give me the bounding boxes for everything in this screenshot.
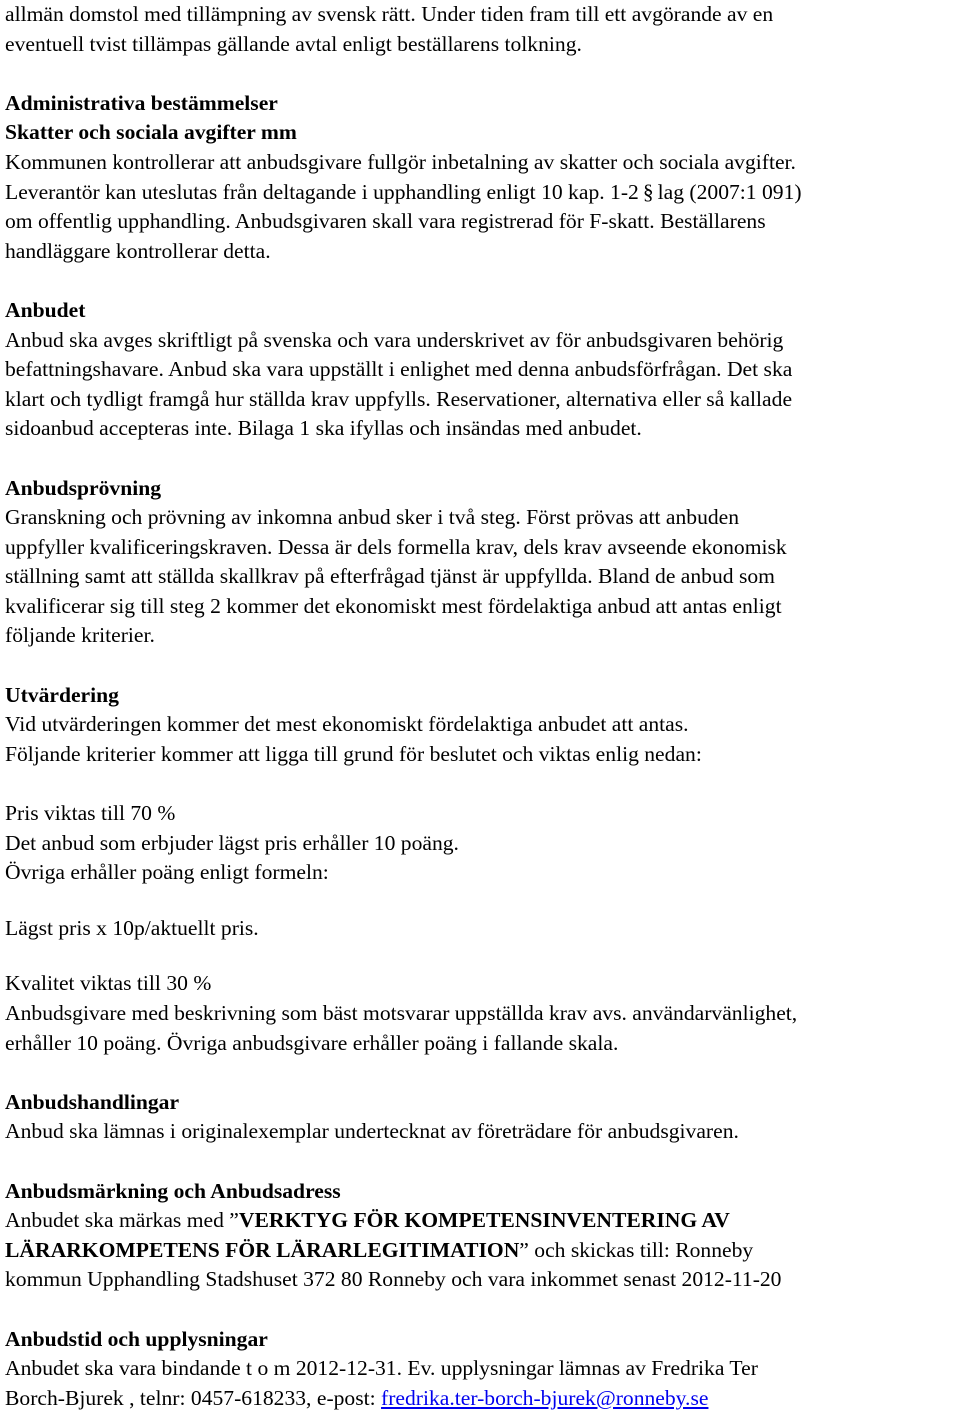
spacer [5, 444, 957, 474]
markning-line-1-bold: VERKTYG FÖR KOMPETENSINVENTERING AV [238, 1208, 730, 1233]
spacer [5, 266, 957, 296]
markning-line-2-suffix: ” och skickas till: Ronneby [519, 1237, 754, 1262]
spacer [5, 888, 957, 914]
anbudet-line-1: Anbud ska avges skriftligt på svenska och vara underskrivet av för anbudsgivaren behörig [5, 327, 784, 352]
provning-heading: Anbudsprövning [5, 475, 162, 500]
spacer [5, 651, 957, 681]
admin-line-2-text: Leverantör kan uteslutas från deltagande i upphandling enligt 10 kap. 1-2 [5, 179, 639, 204]
spacer [5, 1058, 957, 1088]
anbudstid-heading: Anbudstid och upplysningar [5, 1326, 268, 1351]
kvalitet-line-2: erhåller 10 poäng. Övriga anbudsgivare erhåller poäng i fallande skala. [5, 1030, 619, 1055]
admin-heading: Administrativa bestämmelser [5, 90, 278, 115]
provning-line-5: följande kriterier. [5, 623, 155, 648]
admin-line-2-rest: lag (2007:1 091) [657, 179, 802, 204]
markning-line-1-prefix: Anbudet ska märkas med ” [5, 1208, 239, 1233]
anbudet-heading: Anbudet [5, 297, 86, 322]
provning-line-2: uppfyller kvalificeringskraven. Dessa är dels formella krav, dels krav avseende ekonomisk [5, 534, 787, 559]
spacer [5, 769, 957, 799]
intro-line-2: eventuell tvist tillämpas gällande avtal enligt beställarens tolkning. [5, 31, 582, 56]
anbudet-line-4: sidoanbud accepteras inte. Bilaga 1 ska ifyllas och insändas med anbudet. [5, 416, 642, 441]
kvalitet-heading: Kvalitet viktas till 30 % [5, 971, 212, 996]
admin-line-1: Kommunen kontrollerar att anbudsgivare fullgör inbetalning av skatter och sociala avgifter. [5, 149, 796, 174]
paragraph-sign-icon: § [642, 179, 654, 204]
spacer [5, 59, 957, 89]
admin-subheading: Skatter och sociala avgifter mm [5, 120, 297, 145]
utvardering-line-2: Följande kriterier kommer att ligga till grund för beslutet och viktas enlig nedan: [5, 741, 702, 766]
markning-line-1 [5, 1206, 957, 1236]
provning-line-3: ställning samt att ställda skallkrav på efterfrågad tjänst är uppfyllda. Bland de anbud som [5, 564, 775, 589]
spacer [5, 1147, 957, 1177]
admin-line-3: om offentlig upphandling. Anbudsgivaren skall vara registrerad för F-skatt. Beställarens [5, 209, 766, 234]
pris-line-1: Det anbud som erbjuder lägst pris erhåller 10 poäng. [5, 830, 459, 855]
spacer [5, 943, 957, 969]
spacer [5, 1295, 957, 1325]
utvardering-line-1: Vid utvärderingen kommer det mest ekonomiskt fördelaktiga anbudet att antas. [5, 712, 689, 737]
anbudet-line-3: klart och tydligt framgå hur ställda krav uppfylls. Reservationer, alternativa eller så kallade [5, 386, 793, 411]
document-page [5, 0, 957, 1413]
pris-line-2: Övriga erhåller poäng enligt formeln: [5, 860, 329, 885]
anbudstid-line-2-prefix: Borch-Bjurek , telnr: 0457-618233, e-post: [5, 1385, 382, 1410]
markning-line-3: kommun Upphandling Stadshuset 372 80 Ronneby och vara inkommet senast 2012-11-20 [5, 1267, 782, 1292]
markning-heading: Anbudsmärkning och Anbudsadress [5, 1178, 341, 1203]
utvardering-heading: Utvärdering [5, 682, 119, 707]
markning-line-2 [5, 1236, 957, 1266]
handlingar-heading: Anbudshandlingar [5, 1089, 180, 1114]
anbudet-line-2: befattningshavare. Anbud ska vara uppställt i enlighet med denna anbudsförfrågan. Det ska [5, 357, 793, 382]
handlingar-line-1: Anbud ska lämnas i originalexemplar undertecknat av företrädare för anbudsgivaren. [5, 1119, 739, 1144]
anbudstid-line-1: Anbudet ska vara bindande t o m 2012-12-31. Ev. upplysningar lämnas av Fredrika Ter [5, 1356, 758, 1381]
pris-formula: Lägst pris x 10p/aktuellt pris. [5, 915, 259, 940]
provning-line-4: kvalificerar sig till steg 2 kommer det ekonomiskt mest fördelaktiga anbud att antas enligt [5, 593, 782, 618]
admin-line-4: handläggare kontrollerar detta. [5, 238, 271, 263]
provning-line-1: Granskning och prövning av inkomna anbud sker i två steg. Först prövas att anbuden [5, 505, 740, 530]
pris-heading: Pris viktas till 70 % [5, 801, 176, 826]
markning-line-2-bold: LÄRARKOMPETENS FÖR LÄRARLEGITIMATION [5, 1237, 520, 1262]
anbudstid-line-2 [5, 1384, 957, 1414]
email-link[interactable]: fredrika.ter-borch-bjurek@ronneby.se [381, 1385, 709, 1410]
kvalitet-line-1: Anbudsgivare med beskrivning som bäst motsvarar uppställda krav avs. användarvänlighet, [5, 1001, 798, 1025]
admin-line-2 [5, 178, 957, 208]
intro-line-1: allmän domstol med tillämpning av svensk rätt. Under tiden fram till ett avgörande av en [5, 2, 774, 26]
